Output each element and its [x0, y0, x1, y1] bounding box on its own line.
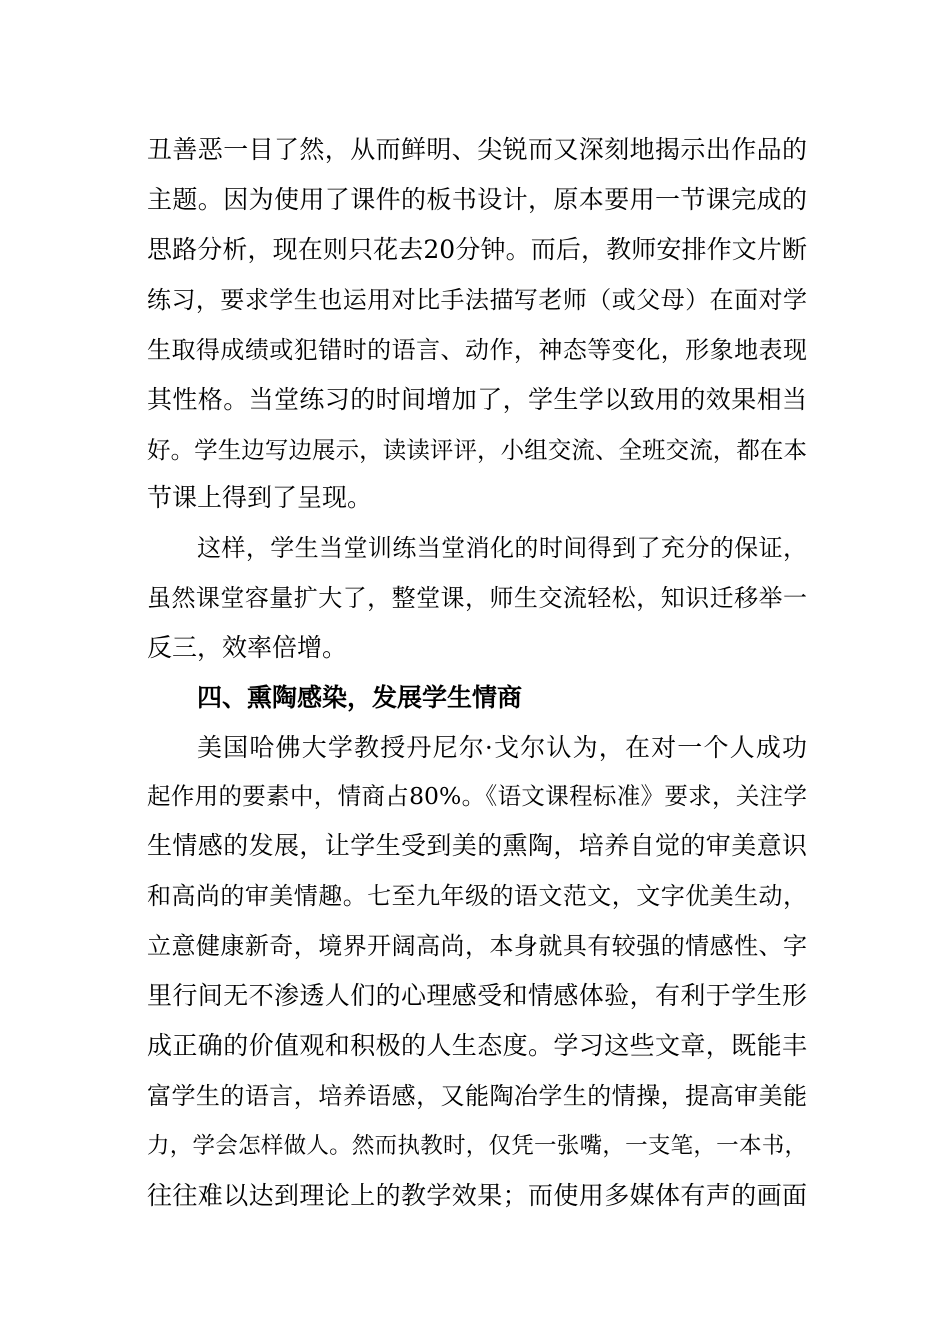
paragraph-3-line-6: 里行间无不渗透人们的心理感受和情感体验，有利于学生形 — [147, 981, 807, 1010]
paragraph-2-line-2: 虽然课堂容量扩大了，整堂课，师生交流轻松，知识迁移举一 — [147, 584, 807, 612]
paragraph-1-line-1: 丑善恶一目了然，从而鲜明、尖锐而又深刻地揭示出作品的 — [147, 135, 807, 164]
paragraph-1-line-8: 节课上得到了呈现。 — [147, 483, 373, 512]
paragraph-2-line-1: 这样，学生当堂训练当堂消化的时间得到了充分的保证， — [197, 534, 807, 562]
paragraph-3-line-2: 起作用的要素中，情商占80%。《语文课程标准》要求，关注学 — [147, 782, 807, 810]
paragraph-3-line-4: 和高尚的审美情趣。七至九年级的语文范文，文字优美生动， — [147, 882, 807, 910]
paragraph-3-line-9: 力，学会怎样做人。然而执教时，仅凭一张嘴，一支笔，一本书， — [147, 1133, 807, 1159]
paragraph-1-line-3: 思路分析，现在则只花去20分钟。而后，教师安排作文片断 — [147, 235, 807, 264]
paragraph-1-line-5: 生取得成绩或犯错时的语言、动作，神态等变化，形象地表现 — [147, 336, 807, 364]
paragraph-3-line-8: 富学生的语言，培养语感，又能陶冶学生的情操，提高审美能 — [147, 1082, 807, 1110]
paragraph-3-line-1: 美国哈佛大学教授丹尼尔·戈尔认为，在对一个人成功 — [197, 733, 807, 762]
paragraph-1-line-7: 好。学生边写边展示，读读评评，小组交流、全班交流，都在本 — [147, 436, 807, 464]
section-heading: 四、熏陶感染，发展学生情商 — [197, 683, 523, 712]
paragraph-3-line-10: 往往难以达到理论上的教学效果；而使用多媒体有声的画面 — [147, 1181, 807, 1210]
paragraph-1-line-2: 主题。因为使用了课件的板书设计，原本要用一节课完成的 — [147, 185, 807, 214]
paragraph-3-line-3: 生情感的发展，让学生受到美的熏陶，培养自觉的审美意识 — [147, 831, 807, 860]
paragraph-1-line-4: 练习，要求学生也运用对比手法描写老师（或父母）在面对学 — [147, 286, 807, 314]
paragraph-2-line-3: 反三，效率倍增。 — [147, 633, 348, 662]
paragraph-3-line-5: 立意健康新奇，境界开阔高尚，本身就具有较强的情感性、字 — [147, 932, 807, 960]
paragraph-3-line-7: 成正确的价值观和积极的人生态度。学习这些文章，既能丰 — [147, 1031, 807, 1060]
paragraph-1-line-6: 其性格。当堂练习的时间增加了，学生学以致用的效果相当 — [147, 385, 807, 414]
